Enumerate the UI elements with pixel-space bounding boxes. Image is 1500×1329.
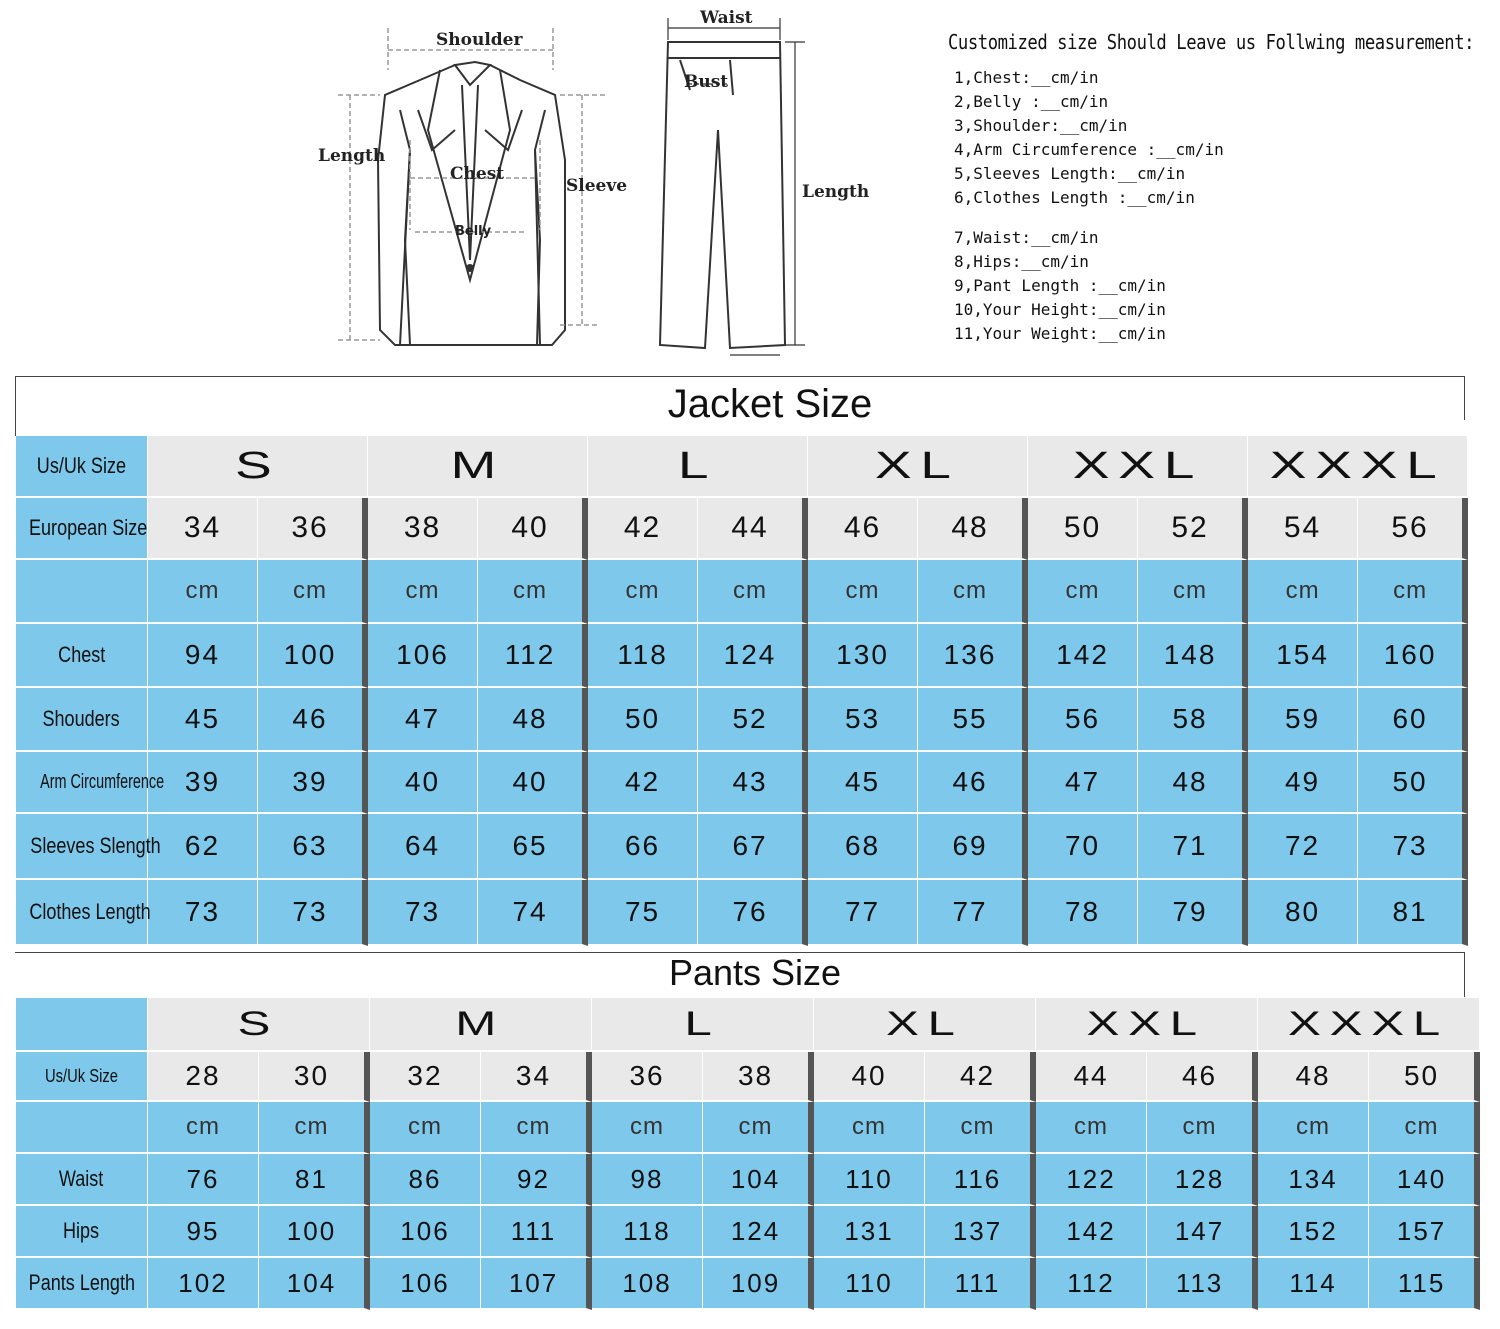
size-header: XXXL xyxy=(1258,998,1480,1052)
european-size-cell: 40 xyxy=(478,498,588,560)
value-cell: 148 xyxy=(1138,624,1248,688)
value-cell: 110 xyxy=(814,1154,925,1206)
european-size-cell: 48 xyxy=(918,498,1028,560)
unit-cell: cm xyxy=(698,560,808,624)
unit-cell: cm xyxy=(1138,560,1248,624)
unit-cell: cm xyxy=(259,1102,370,1154)
chest-label: Chest xyxy=(450,164,505,184)
value-cell: 77 xyxy=(918,880,1028,946)
size-header-row xyxy=(16,436,1468,498)
row-label: Sleeves Slength xyxy=(16,814,148,880)
value-cell: 48 xyxy=(478,688,588,752)
value-cell: 86 xyxy=(370,1154,481,1206)
us-size-cell: 28 xyxy=(148,1052,259,1102)
unit-cell: cm xyxy=(258,560,368,624)
value-cell: 49 xyxy=(1248,752,1358,814)
european-size-row xyxy=(16,498,1468,560)
value-cell: 60 xyxy=(1358,688,1468,752)
european-size-cell: 54 xyxy=(1248,498,1358,560)
row-label: Waist xyxy=(16,1154,148,1206)
us-size-cell: 44 xyxy=(1036,1052,1147,1102)
value-cell: 39 xyxy=(148,752,258,814)
value-cell: 116 xyxy=(925,1154,1036,1206)
unit-cell: cm xyxy=(481,1102,592,1154)
unit-cell: cm xyxy=(148,1102,259,1154)
value-cell: 104 xyxy=(703,1154,814,1206)
value-cell: 73 xyxy=(368,880,478,946)
value-cell: 128 xyxy=(1147,1154,1258,1206)
us-size-cell: 40 xyxy=(814,1052,925,1102)
value-cell: 50 xyxy=(1358,752,1468,814)
custom-item: 4,Arm Circumference :__cm/in xyxy=(954,140,1224,159)
row-label: Us/Uk Size xyxy=(16,436,148,498)
clothes-length-row xyxy=(16,880,1468,946)
us-size-cell: 48 xyxy=(1258,1052,1369,1102)
value-cell: 62 xyxy=(148,814,258,880)
unit-cell: cm xyxy=(1258,1102,1369,1154)
value-cell: 142 xyxy=(1028,624,1138,688)
value-cell: 77 xyxy=(808,880,918,946)
custom-item: 11,Your Weight:__cm/in xyxy=(954,324,1166,343)
value-cell: 53 xyxy=(808,688,918,752)
value-cell: 109 xyxy=(703,1258,814,1310)
row-label: European Size xyxy=(16,498,148,560)
jacket-frame-line xyxy=(15,376,16,436)
value-cell: 42 xyxy=(588,752,698,814)
value-cell: 115 xyxy=(1369,1258,1480,1310)
unit-cell: cm xyxy=(814,1102,925,1154)
value-cell: 160 xyxy=(1358,624,1468,688)
hips-row xyxy=(16,1206,1480,1258)
european-size-cell: 46 xyxy=(808,498,918,560)
unit-cell: cm xyxy=(478,560,588,624)
value-cell: 134 xyxy=(1258,1154,1369,1206)
unit-cell: cm xyxy=(368,560,478,624)
size-header: XL xyxy=(808,436,1028,498)
value-cell: 40 xyxy=(478,752,588,814)
value-cell: 106 xyxy=(370,1258,481,1310)
pants-length-row xyxy=(16,1258,1480,1310)
custom-item: 5,Sleeves Length:__cm/in xyxy=(954,164,1186,183)
value-cell: 39 xyxy=(258,752,368,814)
value-cell: 70 xyxy=(1028,814,1138,880)
us-size-cell: 42 xyxy=(925,1052,1036,1102)
value-cell: 92 xyxy=(481,1154,592,1206)
value-cell: 75 xyxy=(588,880,698,946)
custom-size-list xyxy=(954,68,1488,348)
unit-cell: cm xyxy=(588,560,698,624)
value-cell: 80 xyxy=(1248,880,1358,946)
value-cell: 142 xyxy=(1036,1206,1147,1258)
jacket-sketch xyxy=(378,62,565,345)
value-cell: 43 xyxy=(698,752,808,814)
value-cell: 104 xyxy=(259,1258,370,1310)
row-label: Shouders xyxy=(16,688,148,752)
jacket-frame-line xyxy=(1464,376,1465,420)
jacket-length-label: Length xyxy=(318,146,386,166)
pants-unit-row xyxy=(16,1102,1480,1154)
value-cell: 69 xyxy=(918,814,1028,880)
row-label: Arm Circumference xyxy=(16,752,148,814)
value-cell: 66 xyxy=(588,814,698,880)
value-cell: 112 xyxy=(478,624,588,688)
value-cell: 111 xyxy=(481,1206,592,1258)
value-cell: 79 xyxy=(1138,880,1248,946)
size-header: M xyxy=(370,998,592,1052)
waist-row xyxy=(16,1154,1480,1206)
custom-item: 8,Hips:__cm/in xyxy=(954,252,1089,271)
value-cell: 45 xyxy=(808,752,918,814)
custom-size-instructions xyxy=(948,30,1488,348)
value-cell: 118 xyxy=(588,624,698,688)
value-cell: 124 xyxy=(698,624,808,688)
unit-cell: cm xyxy=(148,560,258,624)
value-cell: 130 xyxy=(808,624,918,688)
value-cell: 58 xyxy=(1138,688,1248,752)
belly-label: Belly xyxy=(455,224,492,239)
size-header: L xyxy=(588,436,808,498)
row-label: Hips xyxy=(16,1206,148,1258)
unit-cell: cm xyxy=(703,1102,814,1154)
value-cell: 47 xyxy=(368,688,478,752)
custom-size-title: Customized size Should Leave us Follwing measurement: xyxy=(948,30,1475,54)
unit-row xyxy=(16,560,1468,624)
european-size-cell: 36 xyxy=(258,498,368,560)
value-cell: 52 xyxy=(698,688,808,752)
jacket-size-title: Jacket Size xyxy=(667,382,873,426)
value-cell: 152 xyxy=(1258,1206,1369,1258)
value-cell: 136 xyxy=(918,624,1028,688)
pants-frame-line xyxy=(1464,952,1465,997)
size-header: XXL xyxy=(1028,436,1248,498)
value-cell: 67 xyxy=(698,814,808,880)
value-cell: 94 xyxy=(148,624,258,688)
shoulders-row xyxy=(16,688,1468,752)
value-cell: 122 xyxy=(1036,1154,1147,1206)
european-size-cell: 42 xyxy=(588,498,698,560)
value-cell: 106 xyxy=(368,624,478,688)
european-size-cell: 44 xyxy=(698,498,808,560)
arm-circumference-row xyxy=(16,752,1468,814)
value-cell: 55 xyxy=(918,688,1028,752)
size-header: L xyxy=(592,998,814,1052)
value-cell: 147 xyxy=(1147,1206,1258,1258)
custom-item: 6,Clothes Length :__cm/in xyxy=(954,188,1195,207)
row-label: Chest xyxy=(16,624,148,688)
value-cell: 106 xyxy=(370,1206,481,1258)
value-cell: 73 xyxy=(148,880,258,946)
value-cell: 100 xyxy=(258,624,368,688)
value-cell: 73 xyxy=(258,880,368,946)
value-cell: 157 xyxy=(1369,1206,1480,1258)
value-cell: 81 xyxy=(1358,880,1468,946)
value-cell: 65 xyxy=(478,814,588,880)
sleeve-label: Sleeve xyxy=(566,176,628,196)
jacket-frame-line xyxy=(15,376,1465,377)
value-cell: 63 xyxy=(258,814,368,880)
value-cell: 111 xyxy=(925,1258,1036,1310)
pants-size-table xyxy=(16,998,1480,1310)
waist-label: Waist xyxy=(700,8,753,28)
value-cell: 46 xyxy=(258,688,368,752)
value-cell: 76 xyxy=(698,880,808,946)
sleeves-length-row xyxy=(16,814,1468,880)
unit-cell: cm xyxy=(925,1102,1036,1154)
us-size-cell: 34 xyxy=(481,1052,592,1102)
bust-label: Bust xyxy=(684,72,729,92)
value-cell: 98 xyxy=(592,1154,703,1206)
value-cell: 40 xyxy=(368,752,478,814)
chest-row xyxy=(16,624,1468,688)
european-size-cell: 52 xyxy=(1138,498,1248,560)
value-cell: 46 xyxy=(918,752,1028,814)
value-cell: 59 xyxy=(1248,688,1358,752)
value-cell: 78 xyxy=(1028,880,1138,946)
unit-cell: cm xyxy=(1358,560,1468,624)
row-label xyxy=(16,998,148,1052)
value-cell: 95 xyxy=(148,1206,259,1258)
size-header: M xyxy=(368,436,588,498)
value-cell: 72 xyxy=(1248,814,1358,880)
unit-cell: cm xyxy=(808,560,918,624)
us-size-cell: 36 xyxy=(592,1052,703,1102)
value-cell: 113 xyxy=(1147,1258,1258,1310)
measurement-diagram xyxy=(0,0,1500,370)
value-cell: 48 xyxy=(1138,752,1248,814)
us-size-cell: 38 xyxy=(703,1052,814,1102)
pants-us-size-row xyxy=(16,1052,1480,1102)
row-label: Clothes Length xyxy=(16,880,148,946)
row-label xyxy=(16,1102,148,1154)
value-cell: 47 xyxy=(1028,752,1138,814)
unit-cell: cm xyxy=(1036,1102,1147,1154)
value-cell: 76 xyxy=(148,1154,259,1206)
custom-item: 10,Your Height:__cm/in xyxy=(954,300,1166,319)
value-cell: 64 xyxy=(368,814,478,880)
unit-cell: cm xyxy=(1028,560,1138,624)
value-cell: 102 xyxy=(148,1258,259,1310)
value-cell: 45 xyxy=(148,688,258,752)
us-size-cell: 50 xyxy=(1369,1052,1480,1102)
value-cell: 73 xyxy=(1358,814,1468,880)
european-size-cell: 34 xyxy=(148,498,258,560)
size-header: S xyxy=(148,998,370,1052)
unit-cell: cm xyxy=(370,1102,481,1154)
value-cell: 112 xyxy=(1036,1258,1147,1310)
jacket-size-table xyxy=(16,436,1468,946)
custom-item: 2,Belly :__cm/in xyxy=(954,92,1109,111)
pants-size-header-row xyxy=(16,998,1480,1052)
custom-item: 3,Shoulder:__cm/in xyxy=(954,116,1128,135)
custom-item: 7,Waist:__cm/in xyxy=(954,228,1099,247)
value-cell: 50 xyxy=(588,688,698,752)
european-size-cell: 50 xyxy=(1028,498,1138,560)
value-cell: 74 xyxy=(478,880,588,946)
value-cell: 81 xyxy=(259,1154,370,1206)
european-size-cell: 38 xyxy=(368,498,478,560)
unit-cell: cm xyxy=(918,560,1028,624)
value-cell: 140 xyxy=(1369,1154,1480,1206)
row-label: Us/Uk Size xyxy=(16,1052,148,1102)
value-cell: 100 xyxy=(259,1206,370,1258)
value-cell: 137 xyxy=(925,1206,1036,1258)
unit-cell: cm xyxy=(1248,560,1358,624)
unit-cell: cm xyxy=(592,1102,703,1154)
value-cell: 68 xyxy=(808,814,918,880)
european-size-cell: 56 xyxy=(1358,498,1468,560)
us-size-cell: 46 xyxy=(1147,1052,1258,1102)
value-cell: 124 xyxy=(703,1206,814,1258)
shoulder-label: Shoulder xyxy=(436,30,523,50)
value-cell: 108 xyxy=(592,1258,703,1310)
value-cell: 154 xyxy=(1248,624,1358,688)
value-cell: 110 xyxy=(814,1258,925,1310)
pants-size-title: Pants Size xyxy=(668,952,842,993)
us-size-cell: 30 xyxy=(259,1052,370,1102)
row-label: Pants Length xyxy=(16,1258,148,1310)
size-header: XXXL xyxy=(1248,436,1468,498)
value-cell: 114 xyxy=(1258,1258,1369,1310)
value-cell: 71 xyxy=(1138,814,1248,880)
unit-cell: cm xyxy=(1147,1102,1258,1154)
us-size-cell: 32 xyxy=(370,1052,481,1102)
size-header: XXL xyxy=(1036,998,1258,1052)
row-label xyxy=(16,560,148,624)
custom-item: 1,Chest:__cm/in xyxy=(954,68,1099,87)
value-cell: 131 xyxy=(814,1206,925,1258)
value-cell: 107 xyxy=(481,1258,592,1310)
custom-item: 9,Pant Length :__cm/in xyxy=(954,276,1166,295)
unit-cell: cm xyxy=(1369,1102,1480,1154)
value-cell: 56 xyxy=(1028,688,1138,752)
size-header: XL xyxy=(814,998,1036,1052)
pants-length-label: Length xyxy=(802,182,870,202)
size-header: S xyxy=(148,436,368,498)
value-cell: 118 xyxy=(592,1206,703,1258)
